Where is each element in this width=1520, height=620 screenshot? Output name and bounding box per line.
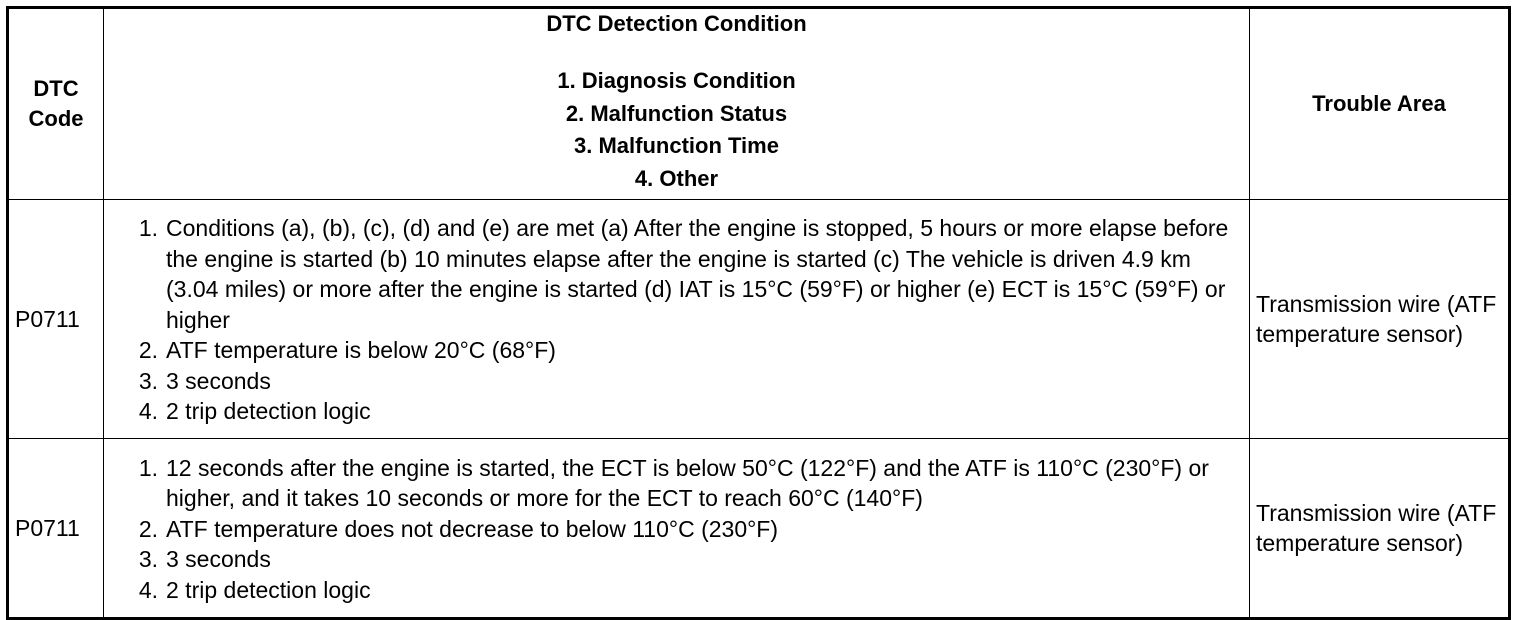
condition-item bbox=[104, 335, 1249, 366]
condition-number: 3. bbox=[138, 367, 158, 394]
header-condition-item: 2. Malfunction Status bbox=[565, 100, 788, 126]
condition-cell bbox=[104, 439, 1250, 619]
dtc-table bbox=[6, 6, 1511, 620]
table-row bbox=[8, 200, 1510, 439]
condition-number: 1. bbox=[138, 454, 158, 481]
condition-text: Conditions (a), (b), (c), (d) and (e) are met (a) After the engine is stopped, 5 hours or more elapse before the engine is started (b) 10 minutes elapse after the engine is started (c) The vehicle is driven 4.9 km (3.04 miles) or more after the engine is started (d) IAT is 15°C (59°F) or higher (e) ECT is 15°C (59°F) or higher bbox=[166, 215, 1229, 333]
condition-text: ATF temperature is below 20°C (68°F) bbox=[166, 337, 556, 364]
condition-list bbox=[104, 213, 1249, 427]
header-condition-item: 4. Other bbox=[634, 165, 719, 191]
trouble-area-cell: Transmission wire (ATF temperature sensor) bbox=[1250, 439, 1510, 619]
condition-number: 1. bbox=[138, 215, 158, 242]
condition-text: 3 seconds bbox=[166, 546, 271, 573]
dtc-table-container bbox=[6, 6, 1511, 620]
header-condition-title: DTC Detection Condition bbox=[546, 11, 807, 36]
header-trouble-area: Trouble Area bbox=[1250, 8, 1510, 200]
header-detection-condition bbox=[104, 8, 1250, 200]
dtc-code-cell: P0711 bbox=[8, 439, 104, 619]
header-condition-list bbox=[104, 65, 1249, 195]
condition-number: 2. bbox=[138, 337, 158, 364]
condition-item bbox=[104, 396, 1249, 427]
condition-number: 3. bbox=[138, 546, 158, 573]
table-header-row bbox=[8, 8, 1510, 200]
condition-text: 3 seconds bbox=[166, 367, 271, 394]
trouble-area-cell: Transmission wire (ATF temperature sensor) bbox=[1250, 200, 1510, 439]
condition-text: 2 trip detection logic bbox=[166, 398, 371, 425]
condition-text: ATF temperature does not decrease to below 110°C (230°F) bbox=[166, 515, 779, 542]
condition-number: 4. bbox=[138, 398, 158, 425]
condition-item bbox=[104, 575, 1249, 606]
condition-item bbox=[104, 453, 1249, 514]
condition-item bbox=[104, 514, 1249, 545]
dtc-code-cell: P0711 bbox=[8, 200, 104, 439]
table-row bbox=[8, 439, 1510, 619]
condition-list bbox=[104, 453, 1249, 606]
header-dtc-code: DTC Code bbox=[8, 8, 104, 200]
condition-text: 2 trip detection logic bbox=[166, 576, 371, 603]
condition-item bbox=[104, 366, 1249, 397]
header-condition-item: 3. Malfunction Time bbox=[574, 133, 779, 158]
condition-item bbox=[104, 213, 1249, 335]
condition-text: 12 seconds after the engine is started, the ECT is below 50°C (122°F) and the ATF is 110°C (230°F) or higher, and it takes 10 seconds or more for the ECT to reach 60°C (140°F) bbox=[166, 454, 1209, 512]
header-condition-item: 1. Diagnosis Condition bbox=[557, 68, 796, 93]
condition-item bbox=[104, 544, 1249, 575]
condition-number: 4. bbox=[138, 576, 158, 603]
condition-cell bbox=[104, 200, 1250, 439]
condition-number: 2. bbox=[138, 515, 158, 542]
